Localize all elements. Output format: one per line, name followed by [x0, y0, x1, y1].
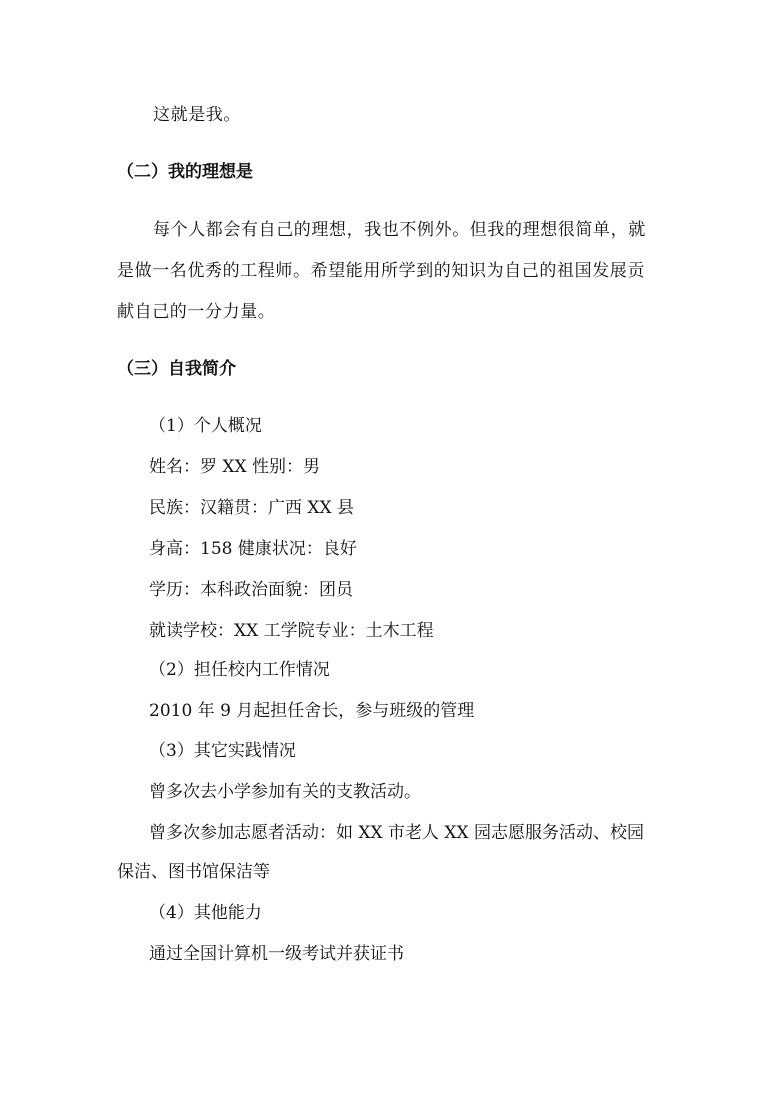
ideal-paragraph-line-3: 献自己的一分力量。 [117, 302, 276, 322]
personal-education-politics: 学历：本科政治面貌：团员 [149, 580, 353, 600]
ideal-paragraph-line-2: 是做一名优秀的工程师。希望能用所学到的知识为自己的祖国发展贡 [117, 261, 645, 281]
subheading-campus-work: （2）担任校内工作情况 [149, 660, 330, 680]
subheading-other-abilities: （4）其他能力 [149, 903, 262, 923]
personal-school-major: 就读学校：XX 工学院专业：土木工程 [149, 621, 434, 641]
subheading-practice: （3）其它实践情况 [149, 741, 296, 761]
section-heading-intro: （三）自我简介 [117, 359, 236, 379]
subheading-personal: （1）个人概况 [149, 416, 262, 436]
personal-ethnicity-origin: 民族：汉籍贯：广西 XX 县 [149, 498, 355, 518]
personal-height-health: 身高：158 健康状况：良好 [149, 539, 357, 559]
section-heading-ideal: （二）我的理想是 [117, 162, 253, 182]
practice-teaching: 曾多次去小学参加有关的支教活动。 [149, 782, 421, 802]
intro-closing-line: 这就是我。 [153, 105, 241, 125]
ability-detail: 通过全国计算机一级考试并获证书 [149, 944, 404, 964]
personal-name-gender: 姓名：罗 XX 性别：男 [149, 457, 321, 477]
campus-work-detail: 2010 年 9 月起担任舍长，参与班级的管理 [149, 701, 475, 721]
ideal-paragraph-line-1: 每个人都会有自己的理想，我也不例外。但我的理想很简单，就 [153, 220, 646, 240]
practice-volunteer-line-1: 曾多次参加志愿者活动：如 XX 市老人 XX 园志愿服务活动、校园 [149, 823, 645, 843]
practice-volunteer-line-2: 保洁、图书馆保洁等 [117, 862, 270, 882]
